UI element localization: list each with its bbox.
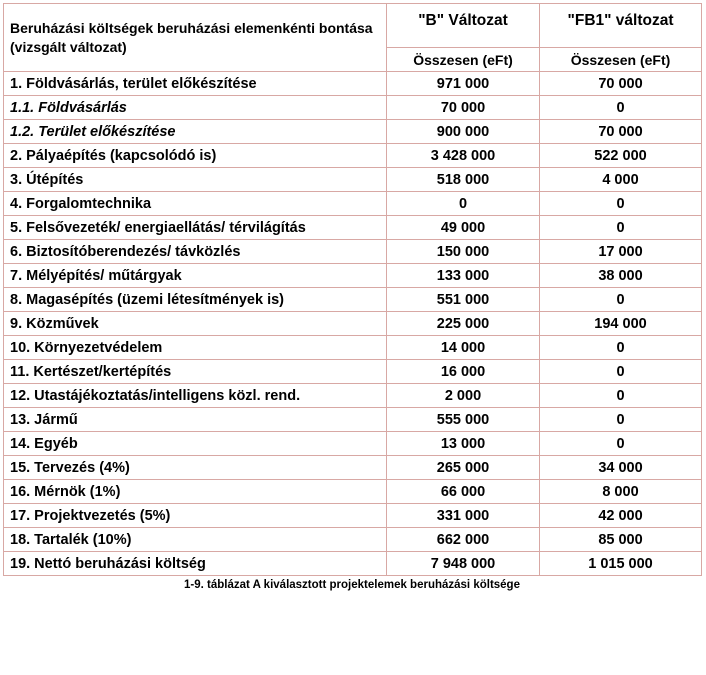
table-row [4,432,702,456]
value-b: 14 000 [387,336,540,360]
table-row [4,168,702,192]
value-fb1: 0 [540,288,702,312]
value-b: 7 948 000 [387,552,540,576]
row-label: 11. Kertészet/kertépítés [4,360,387,384]
table-caption: 1-9. táblázat A kiválasztott projektelemek beruházási költsége [184,579,520,591]
row-label: 17. Projektvezetés (5%) [4,504,387,528]
table-row [4,72,702,96]
header-row [4,4,702,48]
value-fb1: 1 015 000 [540,552,702,576]
table-row [4,192,702,216]
row-label: 14. Egyéb [4,432,387,456]
cost-table [3,3,702,576]
header-variant-fb1: "FB1" változat [540,4,702,48]
table-row [4,360,702,384]
table-row [4,240,702,264]
table-row [4,408,702,432]
table-row [4,96,702,120]
table-row [4,216,702,240]
row-label: 13. Jármű [4,408,387,432]
value-fb1: 0 [540,408,702,432]
value-fb1: 0 [540,432,702,456]
row-label: 19. Nettó beruházási költség [4,552,387,576]
value-b: 971 000 [387,72,540,96]
value-fb1: 42 000 [540,504,702,528]
value-b: 518 000 [387,168,540,192]
value-b: 3 428 000 [387,144,540,168]
value-b: 16 000 [387,360,540,384]
value-fb1: 4 000 [540,168,702,192]
value-b: 49 000 [387,216,540,240]
value-b: 265 000 [387,456,540,480]
value-fb1: 194 000 [540,312,702,336]
value-fb1: 0 [540,216,702,240]
value-b: 225 000 [387,312,540,336]
value-b: 133 000 [387,264,540,288]
value-fb1: 522 000 [540,144,702,168]
value-fb1: 0 [540,192,702,216]
value-b: 551 000 [387,288,540,312]
value-fb1: 34 000 [540,456,702,480]
header-variant-b: "B" Változat [387,4,540,48]
table-row [4,456,702,480]
value-fb1: 70 000 [540,72,702,96]
row-label: 1. Földvásárlás, terület előkészítése [4,72,387,96]
value-b: 2 000 [387,384,540,408]
row-label: 9. Közművek [4,312,387,336]
value-fb1: 0 [540,96,702,120]
row-label: 6. Biztosítóberendezés/ távközlés [4,240,387,264]
value-fb1: 38 000 [540,264,702,288]
table-row [4,384,702,408]
value-b: 900 000 [387,120,540,144]
table-row [4,336,702,360]
value-fb1: 0 [540,384,702,408]
table-row [4,288,702,312]
table-row [4,312,702,336]
row-label: 4. Forgalomtechnika [4,192,387,216]
table-row [4,144,702,168]
unit-b: Összesen (eFt) [387,48,540,72]
row-label: 2. Pályaépítés (kapcsolódó is) [4,144,387,168]
row-label: 12. Utastájékoztatás/intelligens közl. rend. [4,384,387,408]
value-b: 66 000 [387,480,540,504]
row-label: 18. Tartalék (10%) [4,528,387,552]
row-label: 1.2. Terület előkészítése [4,120,387,144]
value-b: 70 000 [387,96,540,120]
table-row [4,264,702,288]
row-label: 15. Tervezés (4%) [4,456,387,480]
row-label: 1.1. Földvásárlás [4,96,387,120]
row-label: 5. Felsővezeték/ energiaellátás/ térvilágítás [4,216,387,240]
table-body [4,72,702,576]
value-fb1: 17 000 [540,240,702,264]
value-b: 13 000 [387,432,540,456]
row-label: 8. Magasépítés (üzemi létesítmények is) [4,288,387,312]
value-b: 331 000 [387,504,540,528]
value-fb1: 0 [540,336,702,360]
value-b: 0 [387,192,540,216]
value-fb1: 85 000 [540,528,702,552]
row-label: 10. Környezetvédelem [4,336,387,360]
value-b: 662 000 [387,528,540,552]
header-description: Beruházási költségek beruházási elemenkénti bontása (vizsgált változat) [4,4,387,72]
value-fb1: 70 000 [540,120,702,144]
value-b: 555 000 [387,408,540,432]
value-b: 150 000 [387,240,540,264]
row-label: 3. Útépítés [4,168,387,192]
table-row [4,528,702,552]
table-row [4,480,702,504]
unit-fb1: Összesen (eFt) [540,48,702,72]
table-row [4,552,702,576]
value-fb1: 8 000 [540,480,702,504]
table-row [4,120,702,144]
row-label: 7. Mélyépítés/ műtárgyak [4,264,387,288]
table-row [4,504,702,528]
value-fb1: 0 [540,360,702,384]
row-label: 16. Mérnök (1%) [4,480,387,504]
